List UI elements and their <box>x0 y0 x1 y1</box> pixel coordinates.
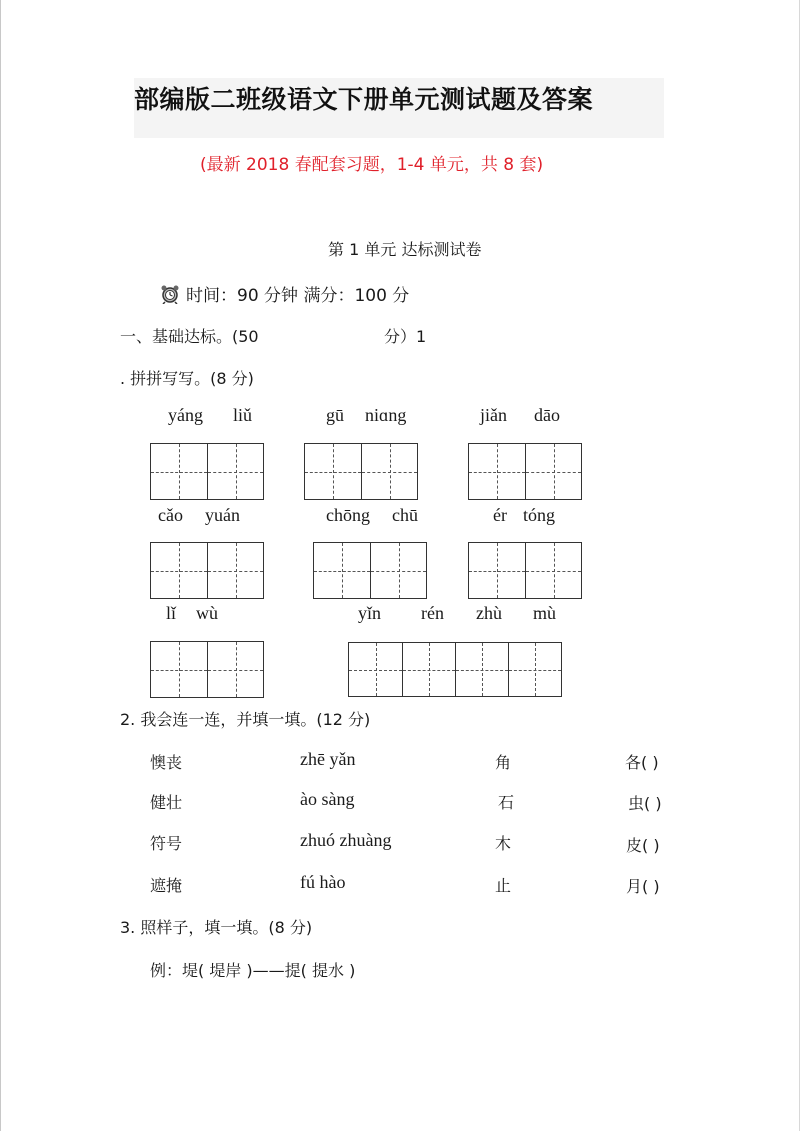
writing-cell[interactable] <box>314 543 370 598</box>
pinyin: cǎo <box>158 505 183 525</box>
writing-cell[interactable] <box>207 543 263 598</box>
writing-cell[interactable] <box>402 643 455 696</box>
pinyin: dāo <box>534 405 560 425</box>
writing-cell[interactable] <box>525 444 581 499</box>
pinyin: gū <box>326 405 344 425</box>
word: 懊丧 <box>150 753 183 772</box>
pinyin: mù <box>533 603 557 623</box>
fill-blank[interactable]: 虫( ) <box>628 794 662 813</box>
pinyin: lǐ <box>166 603 177 623</box>
writing-cell[interactable] <box>207 444 263 499</box>
pinyin: ào sàng <box>300 789 355 809</box>
character: 石 <box>498 793 515 812</box>
word: 健壮 <box>150 793 183 812</box>
pinyin: yǐn <box>358 603 382 623</box>
writing-grid[interactable] <box>150 641 264 698</box>
writing-cell[interactable] <box>508 643 561 696</box>
pinyin: rén <box>421 603 444 623</box>
unit-title: 第 1 单元 达标测试卷 <box>328 240 482 259</box>
page-subtitle: (最新 2018 春配套习题，1-4 单元，共 8 套) <box>200 155 544 175</box>
writing-cell[interactable] <box>469 543 525 598</box>
pinyin: jiǎn <box>480 405 507 425</box>
section1-heading: 一、基础达标。(50 <box>120 327 259 346</box>
writing-grid[interactable] <box>468 542 582 599</box>
character: 木 <box>495 834 512 853</box>
page-title: 部编版二班级语文下册单元测试题及答案 <box>134 85 594 114</box>
section1-score: 分）1 <box>384 327 427 346</box>
pinyin: wù <box>196 603 218 623</box>
page-left-edge <box>0 0 1 1131</box>
pinyin: zhuó zhuàng <box>300 830 392 850</box>
word: 符号 <box>150 834 183 853</box>
pinyin: liǔ <box>233 405 253 425</box>
pinyin: yáng <box>168 405 203 425</box>
pinyin: tóng <box>523 505 556 525</box>
writing-grid[interactable] <box>304 443 418 500</box>
fill-blank[interactable]: 月( ) <box>626 877 660 896</box>
writing-cell[interactable] <box>370 543 426 598</box>
pinyin: chū <box>392 505 418 525</box>
time-score-line <box>160 281 409 306</box>
pinyin: zhē yǎn <box>300 749 356 769</box>
character: 止 <box>495 876 512 895</box>
writing-grid[interactable] <box>150 443 264 500</box>
writing-cell[interactable] <box>151 642 207 697</box>
writing-grid[interactable] <box>468 443 582 500</box>
writing-cell[interactable] <box>151 444 207 499</box>
writing-cell[interactable] <box>151 543 207 598</box>
word: 遮掩 <box>150 876 183 895</box>
writing-cell[interactable] <box>525 543 581 598</box>
q2-label: 2. 我会连一连，并填一填。(12 分) <box>120 710 371 729</box>
q3-example: 例：堤( 堤岸 )——提( 提水 ) <box>150 961 356 980</box>
alarm-clock-icon <box>160 284 180 304</box>
writing-cell[interactable] <box>349 643 402 696</box>
fill-blank[interactable]: 各( ) <box>625 753 659 772</box>
pinyin: niɑng <box>365 405 407 425</box>
pinyin: fú hào <box>300 872 346 892</box>
pinyin: zhù <box>476 603 502 623</box>
writing-cell[interactable] <box>207 642 263 697</box>
writing-cell[interactable] <box>455 643 508 696</box>
writing-grid[interactable] <box>150 542 264 599</box>
time-score-text: 时间：90 分钟 满分：100 分 <box>186 286 410 306</box>
pinyin: chōng <box>326 505 370 525</box>
character: 角 <box>495 753 512 772</box>
writing-cell[interactable] <box>305 444 361 499</box>
q1-label: . 拼拼写写。(8 分) <box>120 369 254 388</box>
pinyin: ér <box>493 505 507 525</box>
writing-grid[interactable] <box>313 542 427 599</box>
fill-blank[interactable]: 皮( ) <box>626 836 660 855</box>
writing-cell[interactable] <box>361 444 417 499</box>
writing-grid[interactable] <box>348 642 562 697</box>
pinyin: yuán <box>205 505 240 525</box>
q3-label: 3. 照样子，填一填。(8 分) <box>120 918 313 937</box>
writing-cell[interactable] <box>469 444 525 499</box>
